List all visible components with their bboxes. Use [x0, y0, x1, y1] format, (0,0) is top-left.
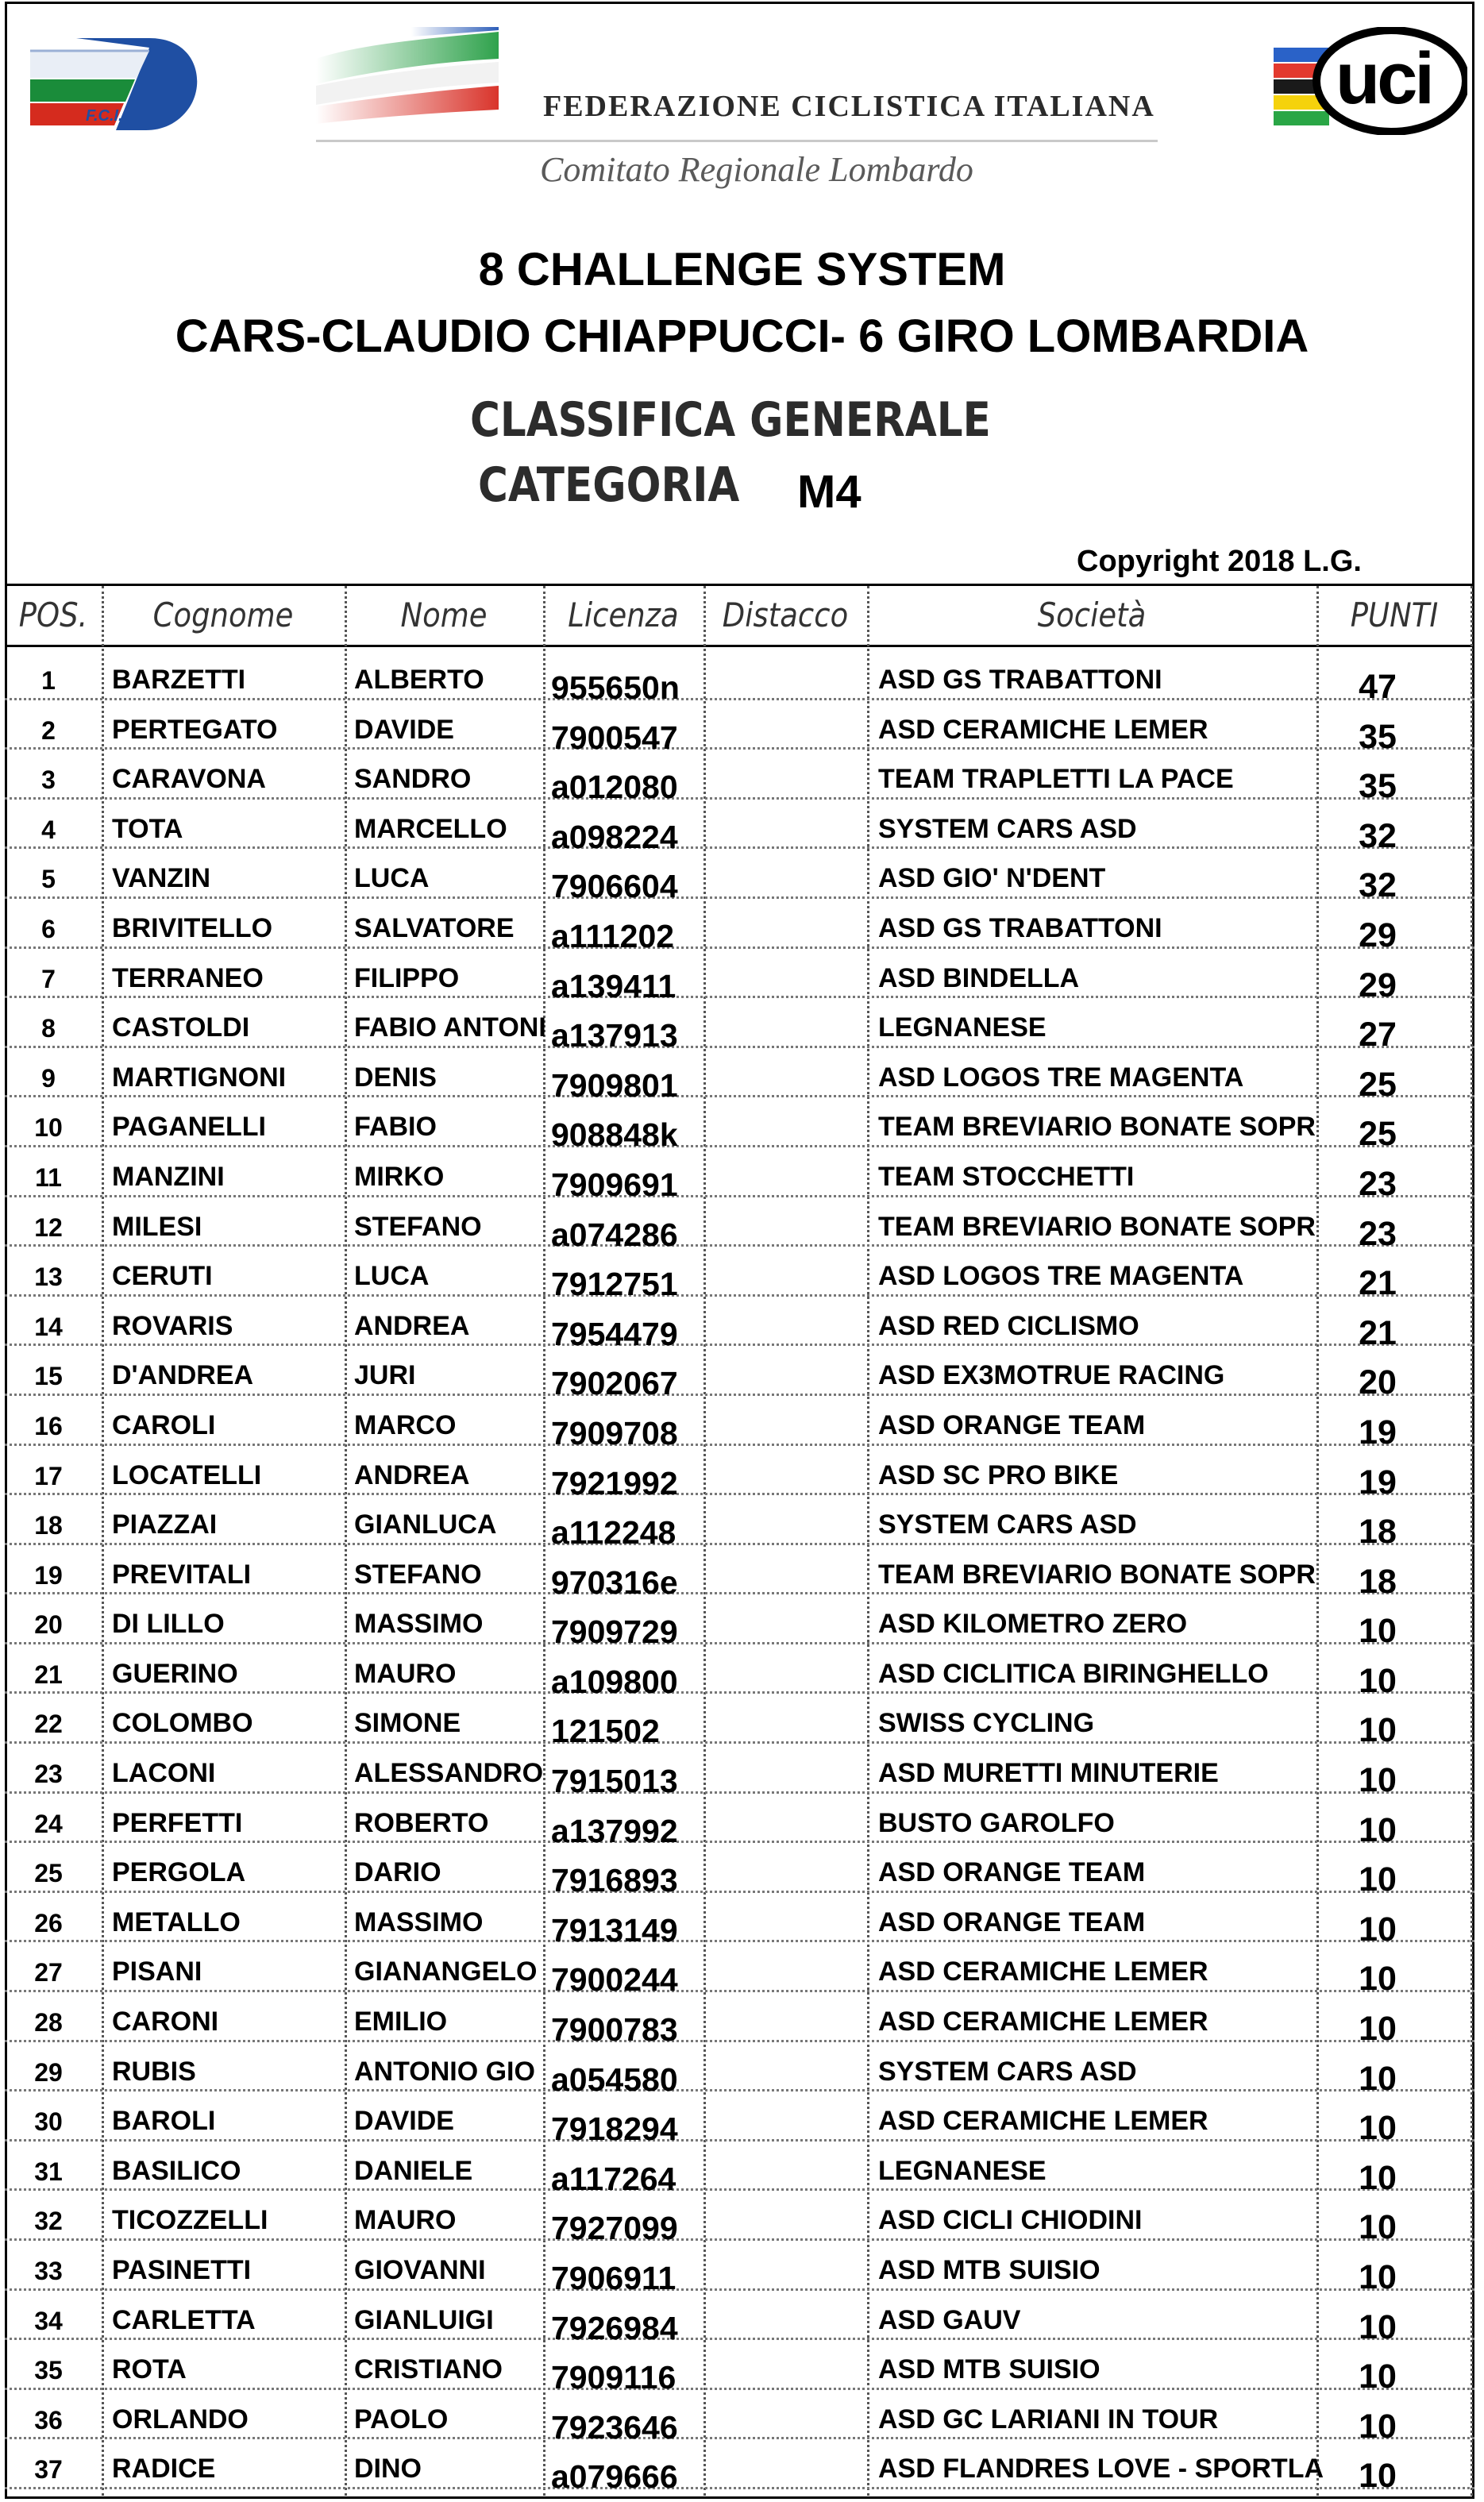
- team-cell: ASD GS TRABATTONI: [878, 912, 1162, 943]
- points-cell: 23: [1359, 1214, 1397, 1253]
- points-cell: 47: [1359, 668, 1397, 706]
- table-row: [5, 1744, 1474, 1800]
- surname-cell: LOCATELLI: [112, 1459, 262, 1490]
- table-row: [5, 1396, 1474, 1451]
- first-name-cell: DAVIDE: [354, 2106, 454, 2137]
- points-cell: 32: [1359, 816, 1397, 855]
- table-row: [5, 1147, 1474, 1203]
- license-cell: a074286: [551, 1216, 678, 1253]
- position-cell: 13: [34, 1263, 63, 1292]
- table-row: [5, 2191, 1474, 2247]
- position-cell: 3: [41, 765, 56, 795]
- position-cell: 34: [34, 2306, 63, 2335]
- team-cell: ASD GIO' N'DENT: [878, 863, 1106, 894]
- surname-cell: TERRANEO: [112, 962, 264, 993]
- position-cell: 1: [41, 666, 56, 695]
- first-name-cell: GIOVANNI: [354, 2255, 486, 2285]
- federation-name: FEDERAZIONE CICLISTICA ITALIANA: [543, 90, 1155, 123]
- team-cell: ASD CERAMICHE LEMER: [878, 2007, 1208, 2037]
- category-value: M4: [797, 466, 861, 518]
- position-cell: 10: [34, 1113, 63, 1143]
- license-cell: a112248: [551, 1514, 676, 1552]
- license-cell: a109800: [551, 1663, 678, 1700]
- surname-cell: TOTA: [112, 813, 183, 844]
- team-cell: ASD CICLITICA BIRINGHELLO: [878, 1658, 1269, 1689]
- first-name-cell: PAOLO: [354, 2404, 449, 2435]
- points-cell: 10: [1359, 1711, 1397, 1750]
- event-title: 8 CHALLENGE SYSTEM: [478, 244, 1006, 295]
- license-cell: 955650n: [551, 669, 680, 706]
- license-cell: 7921992: [551, 1464, 678, 1502]
- position-cell: 18: [34, 1511, 63, 1540]
- team-cell: LEGNANESE: [878, 1012, 1047, 1043]
- license-cell: 970316e: [551, 1563, 678, 1601]
- position-cell: 15: [34, 1362, 63, 1391]
- table-row: [5, 1197, 1474, 1253]
- header-punti: PUNTI: [1350, 596, 1439, 634]
- license-cell: 7926984: [551, 2309, 678, 2346]
- header-nome: Nome: [400, 596, 488, 634]
- position-cell: 6: [41, 914, 56, 943]
- team-cell: ASD MTB SUISIO: [878, 2255, 1100, 2285]
- team-cell: ASD ORANGE TEAM: [878, 1906, 1146, 1937]
- position-cell: 12: [34, 1212, 63, 1242]
- surname-cell: RUBIS: [112, 2056, 196, 2087]
- position-cell: 30: [34, 2107, 63, 2137]
- fci-logo: [30, 32, 206, 133]
- table-row: [5, 2042, 1474, 2098]
- first-name-cell: DANIELE: [354, 2155, 473, 2186]
- position-cell: 14: [34, 1312, 63, 1341]
- table-row: [5, 800, 1474, 855]
- position-cell: 19: [34, 1560, 63, 1590]
- first-name-cell: MARCO: [354, 1409, 457, 1440]
- surname-cell: PERFETTI: [112, 1807, 243, 1838]
- surname-cell: BARZETTI: [112, 665, 246, 695]
- position-cell: 35: [34, 2356, 63, 2385]
- team-cell: ASD CERAMICHE LEMER: [878, 2106, 1208, 2137]
- license-cell: a139411: [551, 967, 676, 1004]
- position-cell: 37: [34, 2455, 63, 2485]
- table-row: [5, 700, 1474, 756]
- surname-cell: TICOZZELLI: [112, 2205, 268, 2236]
- position-cell: 4: [41, 815, 56, 844]
- team-cell: ASD ORANGE TEAM: [878, 1857, 1146, 1888]
- team-cell: ASD LOGOS TRE MAGENTA: [878, 1062, 1244, 1093]
- team-cell: ASD LOGOS TRE MAGENTA: [878, 1261, 1244, 1292]
- surname-cell: METALLO: [112, 1906, 241, 1937]
- team-cell: TEAM BREVIARIO BONATE SOPR: [878, 1112, 1316, 1143]
- license-cell: a137913: [551, 1017, 678, 1054]
- position-cell: 28: [34, 2008, 63, 2037]
- position-cell: 32: [34, 2207, 63, 2236]
- position-cell: 16: [34, 1411, 63, 1440]
- first-name-cell: ALBERTO: [354, 665, 484, 695]
- team-cell: ASD GAUV: [878, 2304, 1021, 2335]
- first-name-cell: FABIO ANTONI: [354, 1012, 546, 1043]
- team-cell: TEAM BREVIARIO BONATE SOPR: [878, 1211, 1316, 1242]
- federation-underline: [316, 140, 1158, 142]
- first-name-cell: MIRKO: [354, 1161, 445, 1192]
- surname-cell: BAROLI: [112, 2106, 216, 2137]
- points-cell: 10: [1359, 1761, 1397, 1800]
- points-cell: 21: [1359, 1313, 1397, 1352]
- surname-cell: ROVARIS: [112, 1310, 233, 1341]
- points-cell: 10: [1359, 1910, 1397, 1949]
- position-cell: 36: [34, 2405, 63, 2435]
- license-cell: 7906604: [551, 868, 678, 905]
- first-name-cell: ALESSANDRO: [354, 1758, 544, 1789]
- surname-cell: BRIVITELLO: [112, 912, 273, 943]
- points-cell: 25: [1359, 1065, 1397, 1104]
- federation-flag-logo: [316, 27, 499, 124]
- svg-text:uci: uci: [1336, 38, 1432, 119]
- license-cell: 7954479: [551, 1315, 678, 1352]
- first-name-cell: DINO: [354, 2454, 422, 2485]
- table-row: [5, 899, 1474, 954]
- position-cell: 20: [34, 1610, 63, 1640]
- points-cell: 25: [1359, 1115, 1397, 1154]
- license-cell: 908848k: [551, 1116, 678, 1154]
- points-cell: 10: [1359, 2109, 1397, 2148]
- license-cell: a111202: [551, 917, 675, 954]
- license-cell: a098224: [551, 818, 678, 855]
- team-cell: SYSTEM CARS ASD: [878, 813, 1137, 844]
- team-cell: TEAM BREVIARIO BONATE SOPR: [878, 1559, 1316, 1590]
- surname-cell: DI LILLO: [112, 1609, 225, 1640]
- points-cell: 20: [1359, 1363, 1397, 1402]
- license-cell: a137992: [551, 1812, 678, 1849]
- license-cell: 7913149: [551, 1911, 678, 1949]
- points-cell: 18: [1359, 1562, 1397, 1601]
- position-cell: 29: [34, 2057, 63, 2087]
- table-row: [5, 1794, 1474, 1849]
- first-name-cell: MAURO: [354, 1658, 457, 1689]
- surname-cell: BASILICO: [112, 2155, 241, 2186]
- first-name-cell: ANDREA: [354, 1310, 470, 1341]
- license-cell: 7918294: [551, 2111, 678, 2148]
- team-cell: ASD CICLI CHIODINI: [878, 2205, 1143, 2236]
- first-name-cell: LUCA: [354, 863, 430, 894]
- table-row: [5, 1346, 1474, 1402]
- first-name-cell: ROBERTO: [354, 1807, 489, 1838]
- first-name-cell: JURI: [354, 1360, 416, 1391]
- surname-cell: MANZINI: [112, 1161, 225, 1192]
- license-cell: 7909801: [551, 1066, 678, 1104]
- table-row: [5, 1495, 1474, 1552]
- surname-cell: MARTIGNONI: [112, 1062, 287, 1093]
- points-cell: 18: [1359, 1513, 1397, 1552]
- table-row: [5, 849, 1474, 905]
- first-name-cell: MASSIMO: [354, 1609, 484, 1640]
- points-cell: 27: [1359, 1016, 1397, 1054]
- team-cell: ASD EX3MOTRUE RACING: [878, 1360, 1225, 1391]
- position-cell: 33: [34, 2257, 63, 2285]
- position-cell: 23: [34, 1760, 63, 1789]
- surname-cell: ROTA: [112, 2354, 187, 2385]
- license-cell: 7902067: [551, 1365, 678, 1402]
- header-cognome: Cognome: [152, 596, 294, 634]
- surname-cell: VANZIN: [112, 863, 211, 894]
- points-cell: 19: [1359, 1413, 1397, 1451]
- first-name-cell: EMILIO: [354, 2007, 448, 2037]
- copyright-note: Copyright 2018 L.G.: [1077, 545, 1362, 578]
- position-cell: 17: [34, 1461, 63, 1490]
- first-name-cell: GIANLUCA: [354, 1509, 497, 1540]
- first-name-cell: FILIPPO: [354, 962, 460, 993]
- points-cell: 10: [1359, 1810, 1397, 1849]
- surname-cell: PERGOLA: [112, 1857, 246, 1888]
- table-row: [5, 2439, 1474, 2496]
- points-cell: 10: [1359, 2158, 1397, 2197]
- license-cell: 7906911: [551, 2260, 676, 2296]
- table-header-row: [5, 586, 1474, 645]
- regional-committee: Comitato Regionale Lombardo: [540, 150, 973, 189]
- table-row: [5, 1942, 1474, 1999]
- first-name-cell: GIANANGELO: [354, 1956, 538, 1987]
- table-row: [5, 1843, 1474, 1899]
- table-row: [5, 2091, 1474, 2148]
- points-cell: 10: [1359, 2208, 1397, 2247]
- license-cell: 7923646: [551, 2408, 678, 2446]
- license-cell: 7900547: [551, 719, 678, 756]
- points-cell: 10: [1359, 2357, 1397, 2396]
- points-cell: 10: [1359, 1612, 1397, 1651]
- license-cell: a117264: [551, 2160, 676, 2197]
- points-cell: 10: [1359, 2010, 1397, 2049]
- position-cell: 11: [35, 1162, 62, 1192]
- position-cell: 26: [34, 1908, 63, 1937]
- surname-cell: D'ANDREA: [112, 1360, 254, 1391]
- table-row: [5, 1694, 1474, 1750]
- table-row: [5, 2390, 1474, 2446]
- first-name-cell: DAVIDE: [354, 714, 454, 745]
- first-name-cell: SALVATORE: [354, 912, 515, 943]
- table-row: [5, 650, 1474, 706]
- points-cell: 10: [1359, 2307, 1397, 2346]
- svg-text:F.C.I.: F.C.I.: [86, 107, 123, 125]
- team-cell: ASD MURETTI MINUTERIE: [878, 1758, 1219, 1789]
- header-distacco: Distacco: [722, 596, 849, 634]
- points-cell: 32: [1359, 866, 1397, 905]
- header-societa: Società: [1037, 596, 1147, 634]
- table-row: [5, 1247, 1474, 1303]
- table-row: [5, 2142, 1474, 2197]
- first-name-cell: CRISTIANO: [354, 2354, 503, 2385]
- position-cell: 7: [41, 964, 56, 993]
- position-cell: 25: [34, 1859, 63, 1888]
- points-cell: 10: [1359, 2258, 1397, 2296]
- position-cell: 21: [34, 1660, 63, 1689]
- position-cell: 8: [41, 1014, 56, 1043]
- license-cell: 7916893: [551, 1862, 678, 1899]
- license-cell: 7909729: [551, 1613, 678, 1651]
- license-cell: 7927099: [551, 2210, 678, 2247]
- first-name-cell: ANTONIO GIO: [354, 2056, 535, 2087]
- first-name-cell: ANDREA: [354, 1459, 470, 1490]
- team-cell: ASD GC LARIANI IN TOUR: [878, 2404, 1219, 2435]
- surname-cell: CERUTI: [112, 1261, 213, 1292]
- position-cell: 31: [34, 2157, 63, 2186]
- points-cell: 10: [1359, 1661, 1397, 1700]
- surname-cell: MILESI: [112, 1211, 202, 1242]
- table-row: [5, 1893, 1474, 1949]
- first-name-cell: DARIO: [354, 1857, 441, 1888]
- team-cell: ASD CERAMICHE LEMER: [878, 1956, 1208, 1987]
- table-row: [5, 2241, 1474, 2296]
- surname-cell: PAGANELLI: [112, 1112, 266, 1143]
- surname-cell: GUERINO: [112, 1658, 238, 1689]
- table-row: [5, 998, 1474, 1054]
- points-cell: 29: [1359, 916, 1397, 954]
- team-cell: ASD FLANDRES LOVE - SPORTLA: [878, 2454, 1324, 2485]
- first-name-cell: DENIS: [354, 1062, 437, 1093]
- surname-cell: PREVITALI: [112, 1559, 252, 1590]
- first-name-cell: STEFANO: [354, 1559, 482, 1590]
- surname-cell: PERTEGATO: [112, 714, 278, 745]
- team-cell: SYSTEM CARS ASD: [878, 1509, 1137, 1540]
- classification-heading: CLASSIFICA GENERALE: [470, 392, 991, 448]
- table-row: [5, 2291, 1474, 2346]
- license-cell: 7915013: [551, 1763, 678, 1800]
- points-cell: 21: [1359, 1264, 1397, 1303]
- team-cell: BUSTO GAROLFO: [878, 1807, 1115, 1838]
- points-cell: 10: [1359, 1960, 1397, 1999]
- position-cell: 24: [34, 1809, 63, 1838]
- uci-logo: [1272, 27, 1467, 135]
- license-cell: 7912751: [551, 1266, 678, 1303]
- table-row: [5, 1545, 1474, 1601]
- team-cell: LEGNANESE: [878, 2155, 1047, 2186]
- position-cell: 5: [41, 865, 56, 894]
- team-cell: SYSTEM CARS ASD: [878, 2056, 1137, 2087]
- first-name-cell: MASSIMO: [354, 1906, 484, 1937]
- surname-cell: CARLETTA: [112, 2304, 256, 2335]
- table-row: [5, 1048, 1474, 1104]
- position-cell: 27: [34, 1958, 63, 1987]
- header-pos: POS.: [18, 596, 88, 634]
- first-name-cell: FABIO: [354, 1112, 437, 1143]
- license-cell: 7909691: [551, 1166, 678, 1203]
- surname-cell: ORLANDO: [112, 2404, 249, 2435]
- points-cell: 10: [1359, 2059, 1397, 2098]
- table-row: [5, 1594, 1474, 1651]
- license-cell: 7909708: [551, 1414, 678, 1451]
- first-name-cell: GIANLUIGI: [354, 2304, 494, 2335]
- team-cell: ASD MTB SUISIO: [878, 2354, 1100, 2385]
- table-row: [5, 2340, 1474, 2396]
- surname-cell: LACONI: [112, 1758, 216, 1789]
- points-cell: 19: [1359, 1463, 1397, 1502]
- first-name-cell: SIMONE: [354, 1708, 461, 1739]
- position-cell: 2: [41, 715, 56, 745]
- points-cell: 29: [1359, 966, 1397, 1004]
- points-cell: 23: [1359, 1164, 1397, 1203]
- position-cell: 9: [41, 1063, 56, 1093]
- license-cell: a054580: [551, 2061, 678, 2098]
- category-label: CATEGORIA: [478, 457, 740, 513]
- position-cell: 22: [34, 1710, 63, 1739]
- team-cell: ASD BINDELLA: [878, 962, 1080, 993]
- table-row: [5, 1446, 1474, 1502]
- team-cell: TEAM TRAPLETTI LA PACE: [878, 764, 1234, 795]
- team-cell: ASD RED CICLISMO: [878, 1310, 1139, 1341]
- first-name-cell: MARCELLO: [354, 813, 507, 844]
- first-name-cell: SANDRO: [354, 764, 472, 795]
- license-cell: 7909116: [551, 2359, 676, 2396]
- license-cell: a012080: [551, 769, 678, 806]
- standings-table-body: [5, 650, 1474, 2496]
- surname-cell: PASINETTI: [112, 2255, 252, 2285]
- team-cell: TEAM STOCCHETTI: [878, 1161, 1135, 1192]
- license-cell: 7900783: [551, 2011, 678, 2049]
- team-cell: ASD SC PRO BIKE: [878, 1459, 1119, 1490]
- team-cell: ASD CERAMICHE LEMER: [878, 714, 1208, 745]
- team-cell: SWISS CYCLING: [878, 1708, 1095, 1739]
- license-cell: 7900244: [551, 1961, 678, 1999]
- points-cell: 10: [1359, 2407, 1397, 2446]
- surname-cell: COLOMBO: [112, 1708, 253, 1739]
- team-cell: ASD ORANGE TEAM: [878, 1409, 1146, 1440]
- surname-cell: PIAZZAI: [112, 1509, 218, 1540]
- points-cell: 10: [1359, 1860, 1397, 1899]
- team-cell: ASD KILOMETRO ZERO: [878, 1609, 1188, 1640]
- header-licenza: Licenza: [568, 596, 679, 634]
- points-cell: 35: [1359, 717, 1397, 756]
- table-row: [5, 1097, 1474, 1154]
- table-row: [5, 949, 1474, 1004]
- surname-cell: CASTOLDI: [112, 1012, 250, 1043]
- first-name-cell: LUCA: [354, 1261, 430, 1292]
- surname-cell: RADICE: [112, 2454, 216, 2485]
- table-row: [5, 750, 1474, 806]
- table-header-rule: [5, 645, 1474, 647]
- event-subtitle: CARS-CLAUDIO CHIAPPUCCI- 6 GIRO LOMBARDIA: [175, 310, 1309, 362]
- surname-cell: CARONI: [112, 2007, 219, 2037]
- surname-cell: CAROLI: [112, 1409, 216, 1440]
- license-cell: a079666: [551, 2458, 678, 2496]
- points-cell: 35: [1359, 767, 1397, 806]
- points-cell: 10: [1359, 2457, 1397, 2496]
- license-cell: 121502: [551, 1713, 660, 1750]
- table-row: [5, 1992, 1474, 2049]
- table-row: [5, 1644, 1474, 1700]
- team-cell: ASD GS TRABATTONI: [878, 665, 1162, 695]
- first-name-cell: MAURO: [354, 2205, 457, 2236]
- surname-cell: PISANI: [112, 1956, 202, 1987]
- first-name-cell: STEFANO: [354, 1211, 482, 1242]
- table-row: [5, 1297, 1474, 1352]
- surname-cell: CARAVONA: [112, 764, 266, 795]
